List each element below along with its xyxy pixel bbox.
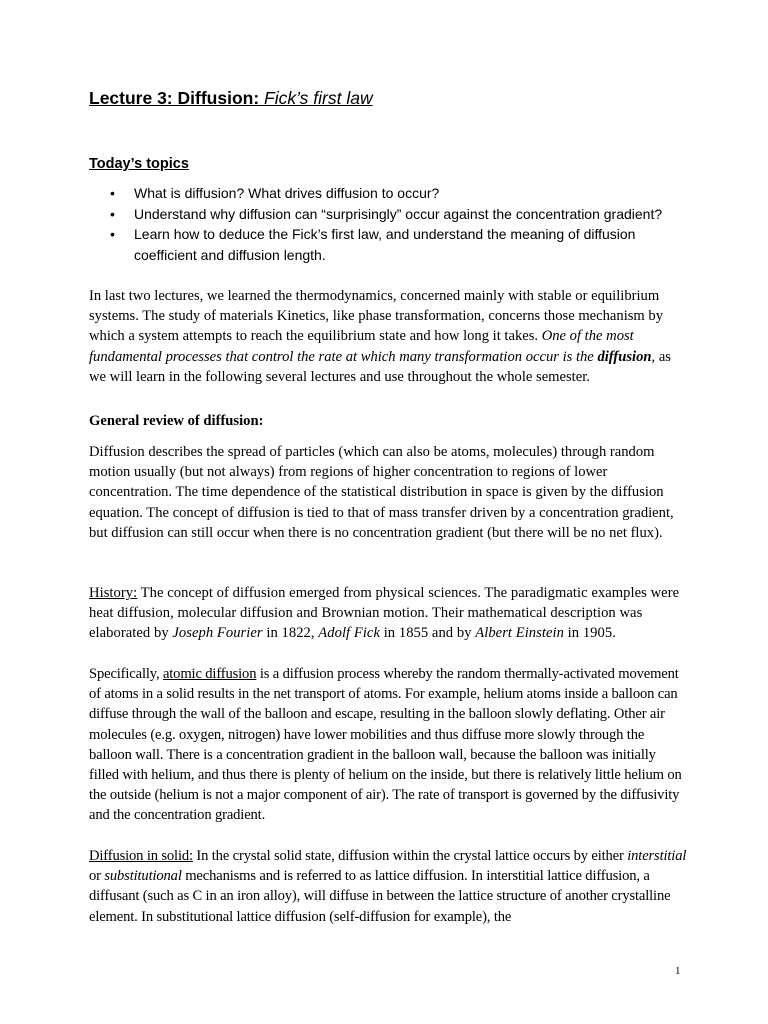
- topic-text: Understand why diffusion can “surprisingly” occur against the concentration gradient?: [134, 205, 663, 222]
- name-einstein: Albert Einstein: [475, 625, 564, 642]
- atomic-text: Specifically,: [89, 666, 163, 682]
- lecture-title-main: Lecture 3: Diffusion:: [89, 88, 265, 108]
- history-text: in 1822,: [262, 625, 319, 642]
- history-text: in 1905.: [563, 625, 616, 642]
- topics-list: [110, 183, 670, 265]
- review-heading: General review of diffusion:: [89, 413, 264, 429]
- atomic-text: is a diffusion process whereby the random thermally-activated movement of atoms in a solid results in the net transport of atoms. For example, helium atoms inside a balloon can diffuse through the wall of the balloon and escape, resulting in the balloon slowly deflating. Other air molecules (e.g. oxygen, nitrogen) have lower mobilities and thus diffuse more slowly through the balloon wall. There is a concentration gradient in the balloon wall, because the balloon was initially filled with helium, and thus there is plenty of helium on the inside, but there is relatively little helium on the outside (helium is not a major component of air). The rate of transport is governed by the diffusivity and the concentration gradient.: [89, 666, 682, 824]
- topic-item: [110, 183, 670, 204]
- intro-italic-text: One of the most fundamental processes that control the rate at which many transformation occur is the: [89, 328, 634, 365]
- interstitial-term: interstitial: [627, 848, 687, 864]
- solid-diffusion-paragraph: [89, 846, 689, 927]
- history-paragraph: [89, 583, 689, 644]
- intro-text-end: , as we will learn in the following several lectures and use throughout the whole semester.: [89, 348, 671, 385]
- bullet-icon: •: [110, 185, 115, 201]
- intro-text: In last two lectures, we learned the thermodynamics, concerned mainly with stable or equilibrium systems. The study of materials Kinetics, like phase transformation, concerns those mechanism by which a system attempts to reach the equilibrium state and how long it takes.: [89, 288, 664, 345]
- topic-text: Learn how to deduce the Fick’s first law, and understand the meaning of diffusion coefficient and diffusion length.: [134, 226, 636, 263]
- topic-item: [110, 204, 670, 225]
- history-text: The concept of diffusion emerged from physical sciences. The paradigmatic examples were heat diffusion, molecular diffusion and Brownian motion. Their mathematical description was elaborated by: [89, 585, 680, 642]
- solid-text: In the crystal solid state, diffusion within the crystal lattice occurs by either: [192, 848, 628, 864]
- atomic-diffusion-term: atomic diffusion: [162, 666, 257, 682]
- bullet-icon: •: [110, 226, 115, 242]
- topic-text: What is diffusion? What drives diffusion to occur?: [134, 185, 440, 201]
- topics-heading: Today’s topics: [89, 156, 189, 172]
- lecture-title: [89, 88, 373, 109]
- atomic-diffusion-paragraph: [89, 664, 689, 826]
- solid-text: mechanisms and is referred to as lattice diffusion. In interstitial lattice diffusion, a diffusant (such as C in an iron alloy), will diffuse in between the lattice structure of another crystalline element. In substitutional lattice diffusion (self-diffusion for example), the: [89, 868, 671, 925]
- intro-emphasis: diffusion: [597, 348, 652, 365]
- review-paragraph: Diffusion describes the spread of particles (which can also be atoms, molecules) through random motion usually (but not always) from regions of higher concentration to regions of lower concentration. The time dependence of the statistical distribution in space is given by the diffusion equation. The concept of diffusion is tied to that of mass transfer driven by a concentration gradient, but diffusion can still occur when there is no concentration gradient (but there will be no net flux).: [89, 444, 674, 541]
- name-fourier: Joseph Fourier: [172, 625, 263, 642]
- solid-text: or: [89, 868, 105, 885]
- intro-paragraph: [89, 286, 689, 387]
- substitutional-term: substitutional: [104, 868, 182, 885]
- bullet-icon: •: [110, 205, 115, 222]
- topic-item: [110, 224, 670, 265]
- history-text: in 1855 and by: [380, 625, 476, 642]
- page-number: 1: [675, 965, 681, 977]
- lecture-title-subtitle: Fick’s first law: [264, 88, 373, 108]
- history-label: History:: [89, 585, 138, 601]
- name-fick: Adolf Fick: [318, 625, 380, 642]
- solid-label: Diffusion in solid:: [89, 848, 193, 864]
